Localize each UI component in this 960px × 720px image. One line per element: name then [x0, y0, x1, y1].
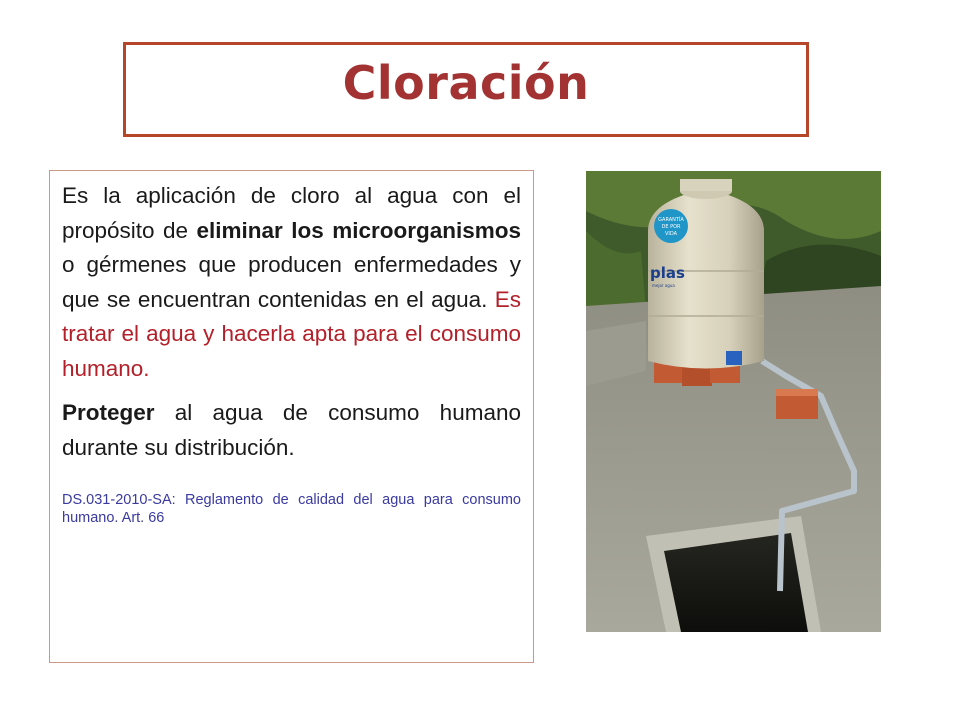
water-tank-photo: [586, 171, 881, 632]
content-box: [49, 170, 534, 663]
protection-paragraph: [62, 396, 521, 465]
tank-slogan: mejor agua: [652, 283, 675, 288]
badge-text-3: VIDA: [664, 231, 678, 237]
tank-brand: plas: [650, 264, 685, 282]
definition-text-1: Es la aplicación de cloro al agua con el propósito de: [62, 183, 521, 243]
definition-text-2: o gérmenes que producen enfermedades y que se encuentran contenidas en el agua.: [62, 252, 521, 312]
protection-text: al agua de consumo humano durante su distribución.: [62, 400, 521, 460]
legal-reference: DS.031-2010-SA: Reglamento de calidad del agua para consumo humano. Art. 66: [62, 492, 521, 526]
page-title: Cloración: [342, 55, 590, 110]
definition-paragraph: [62, 179, 521, 386]
protection-bold-word: Proteger: [62, 400, 155, 425]
valve: [726, 351, 742, 365]
badge-text-1: GARANTÍA: [658, 217, 684, 223]
badge-text-2: DE POR: [661, 224, 681, 230]
definition-highlight: Es tratar el agua y hacerla apta para el consumo humano.: [62, 286, 521, 381]
title-box: [123, 42, 809, 137]
photo-illustration: [586, 171, 881, 632]
definition-bold-phrase: eliminar los microorganismos: [196, 217, 521, 243]
